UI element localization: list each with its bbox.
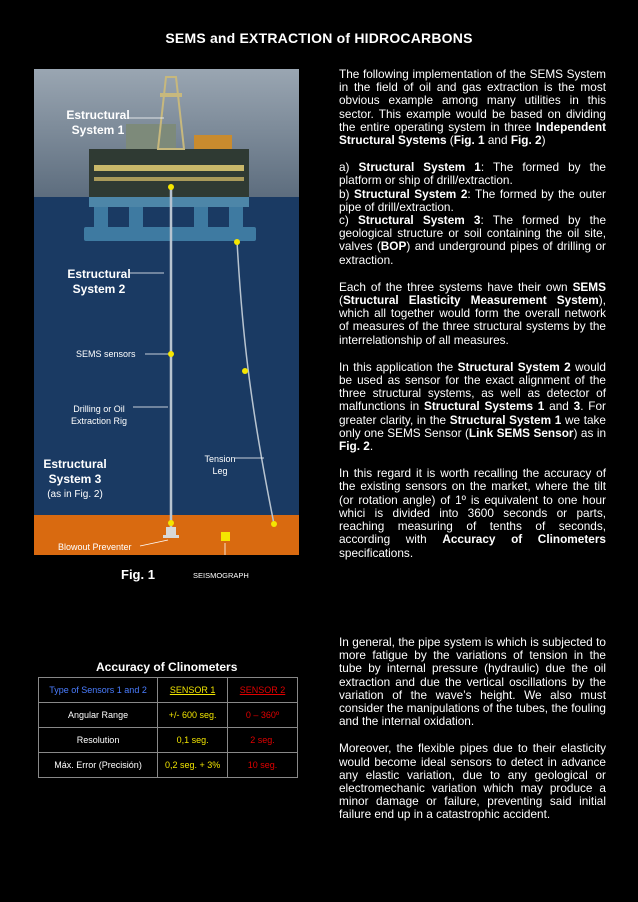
table-header-row [39, 678, 298, 703]
paragraph [339, 636, 606, 728]
label-structural-system-1: Estructural System 1 [66, 108, 130, 137]
bold-run: Accuracy of Clinometers [442, 532, 606, 547]
text-run: c) [339, 213, 358, 228]
text-run: In general, the pipe system is which is subjected to more fatigue by the variations of tension in the tube by internal pressure (hydraulic) due the oil extraction and due the vertical oscillations by the variation of the wave’s height. We also must consider the manipulations of the tubes, the fouling and the internal oxidation. [339, 635, 606, 729]
text-run: ) [541, 133, 546, 148]
bold-run: 3 [573, 399, 581, 414]
label-structural-system-3: Estructural System 3 (as in Fig. 2) [43, 457, 107, 500]
text-run: : The formed by the platform or ship of drill/extraction. [339, 160, 606, 188]
seismograph-icon [221, 532, 230, 541]
paragraph [339, 161, 606, 267]
bold-run: Structural Systems 1 [423, 399, 545, 414]
bold-run: Independent Structural Systems [339, 119, 606, 148]
text-run: ( [339, 293, 343, 308]
text-run: In this regard it is worth recalling the accuracy of the existing sensors on the market, where the tilt (or rotation angle) of 1º is equivalent to one hour whici is divided into 3600 seconds or parts, reaching measuring of tenths of seconds, according with [339, 466, 606, 547]
table-row [39, 728, 298, 753]
seismograph-label: SEISMOGRAPH [193, 571, 249, 580]
header-sensor-1: SENSOR 1 [158, 678, 228, 703]
text-run: ) as in [573, 425, 607, 440]
page-title: SEMS and EXTRACTION of HIDROCARBONS [165, 30, 473, 46]
bold-run: Structural System 3 [357, 213, 481, 228]
bold-run: Structural System 2 [354, 186, 468, 201]
sensor-2-value: 0 – 360º [228, 703, 298, 728]
body-text-lower [339, 636, 606, 836]
text-run: In this application the [339, 359, 458, 374]
bold-run: BOP [380, 239, 407, 254]
header-sensor-2: SENSOR 2 [228, 678, 298, 703]
label-drilling-rig: Drilling or Oil Extraction Rig [70, 404, 128, 426]
bold-run: Fig. 1 [453, 133, 485, 148]
sensor-2-value: 10 seg. [228, 753, 298, 778]
sensor-2-value: 2 seg. [228, 728, 298, 753]
row-label: Angular Range [39, 703, 158, 728]
text-run: . [369, 439, 374, 454]
bold-run: SEMS [572, 279, 606, 294]
text-run: would be used as sensor for the exact alignment of the three structural systems, as well as detector of malfunctions in [339, 359, 606, 414]
paragraph [339, 467, 606, 559]
text-run: . For greater clarity, in the [339, 399, 606, 427]
text-run: specifications. [339, 545, 414, 560]
text-run: ), which all together would form the overall network of measures of the three structural systems by the interrelationship of all measures. [339, 293, 606, 347]
text-run: we take only one SEMS Sensor ( [339, 412, 606, 440]
text-run: ( [446, 133, 454, 148]
text-run: : The formed by the outer pipe of drill/extraction. [339, 186, 606, 214]
header-type: Type of Sensors 1 and 2 [39, 678, 158, 703]
bold-run: Fig. 2 [339, 439, 370, 454]
label-blowout-preventer: Blowout Preventer [58, 542, 132, 552]
row-label: Máx. Error (Precisión) [39, 753, 158, 778]
sensor-1-value: 0,2 seg. + 3% [158, 753, 228, 778]
text-run: ) and underground pipes of drilling or extraction. [339, 239, 606, 267]
bold-run: Structural System 1 [358, 160, 481, 175]
label-structural-system-2: Estructural System 2 [67, 267, 131, 296]
label-sems-sensors: SEMS sensors [76, 349, 136, 359]
text-run: The following implementation of the SEMS System in the field of oil and gas extraction is the most obvious example among many utilities in this sector. This example would be based on dividing the entire operating system in three [339, 67, 606, 134]
row-label: Resolution [39, 728, 158, 753]
text-run: and [544, 399, 574, 414]
accuracy-table [38, 677, 298, 778]
bold-run: Link SEMS Sensor [468, 425, 574, 440]
text-run: Moreover, the flexible pipes due to their elasticity would become ideal sensors to detect in advance any elastic variation, due to any geological or electromechanic variation which may produce a minor damage or failure, preventing said initial failure end up in a catastrophic accident. [339, 741, 606, 822]
accuracy-table-title: Accuracy of Clinometers [96, 660, 238, 674]
paragraph [339, 281, 606, 347]
text-run: b) [339, 186, 355, 201]
sensor-1-value: 0,1 seg. [158, 728, 228, 753]
paragraph [339, 361, 606, 453]
bold-run: Fig. 2 [510, 133, 542, 148]
text-run: : The formed by the geological structure or soil containing the oil site, valves ( [339, 213, 607, 254]
bold-run: Structural System 1 [449, 412, 562, 427]
figure-caption: Fig. 1 [121, 567, 155, 582]
paragraph [339, 742, 606, 821]
bold-run: Structural Elasticity Measurement System [342, 293, 599, 308]
text-run: and [484, 133, 511, 148]
paragraph [339, 68, 606, 147]
body-text-upper [339, 68, 606, 574]
text-run: a) [339, 160, 359, 175]
bold-run: Structural System 2 [457, 359, 571, 374]
table-row [39, 753, 298, 778]
text-run: Each of the three systems have their own [339, 279, 573, 294]
table-row [39, 703, 298, 728]
label-tension-leg: Tension Leg [204, 454, 236, 476]
sensor-1-value: +/- 600 seg. [158, 703, 228, 728]
